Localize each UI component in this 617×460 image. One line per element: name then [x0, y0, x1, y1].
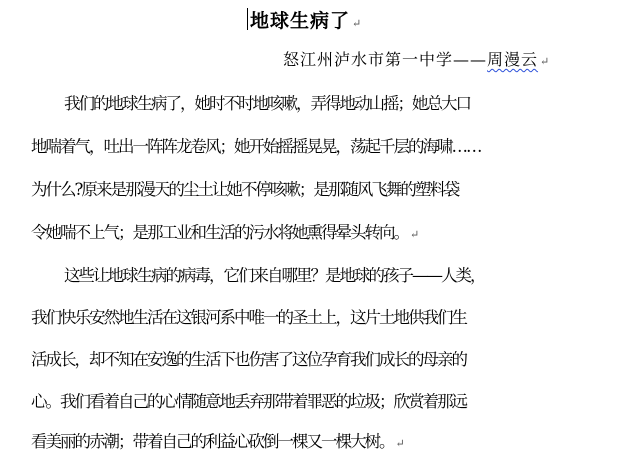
author-name: 周漫云 [487, 50, 539, 69]
paragraph-1-line-2[interactable] [31, 133, 617, 157]
paragraph-2-line-2[interactable] [31, 304, 617, 328]
title-text: 地球生病了 [250, 10, 351, 32]
paragraph-mark-icon: ↵ [410, 228, 418, 241]
paragraph-1-line-4[interactable] [31, 219, 617, 243]
line-text: 为什么?原来是那漫天的尘土让她不停咳嗽；是那随风飞舞的塑料袋 [31, 180, 459, 199]
line-text: 我们快乐安然地生活在这银河系中唯一的圣土上，这片土地供我们生 [31, 308, 466, 327]
paragraph-mark-icon: ↵ [540, 55, 551, 68]
paragraph-2-line-4[interactable] [31, 388, 617, 412]
document-title[interactable] [250, 6, 362, 33]
line-text: 活成长，却不知在安逸的生活下也伤害了这位孕育我们成长的母亲的 [31, 350, 466, 369]
author-line[interactable] [283, 47, 550, 70]
line-text: 这些让地球生病的病毒，它们来自哪里？是地球的孩子——人类， [64, 266, 485, 285]
line-text: 地喘着气，吐出一阵阵龙卷风；她开始摇摇晃晃，荡起千层的海啸…… [31, 137, 481, 156]
line-text: 看美丽的赤潮；带着自己的利益心砍倒一棵又一棵大树。 [31, 432, 394, 451]
line-text: 心。我们看着自己的心情随意地丢弃那带着罪恶的垃圾；欣赏着那远 [31, 392, 466, 411]
author-school: 怒江州泸水市第一中学—— [283, 50, 488, 69]
paragraph-2-line-1[interactable] [64, 262, 617, 286]
paragraph-2-line-5[interactable] [31, 428, 617, 452]
paragraph-mark-icon: ↵ [395, 437, 403, 450]
line-text: 我们的地球生病了，她时不时地咳嗽，弄得地动山摇；她总大口 [64, 94, 470, 113]
text-cursor [247, 8, 248, 30]
paragraph-1-line-1[interactable] [64, 90, 617, 114]
line-text: 令她喘不上气；是那工业和生活的污水将她熏得晕头转向。 [31, 223, 408, 242]
paragraph-1-line-3[interactable] [31, 176, 617, 200]
paragraph-2-line-3[interactable] [31, 346, 617, 370]
paragraph-mark-icon: ↵ [352, 17, 363, 30]
